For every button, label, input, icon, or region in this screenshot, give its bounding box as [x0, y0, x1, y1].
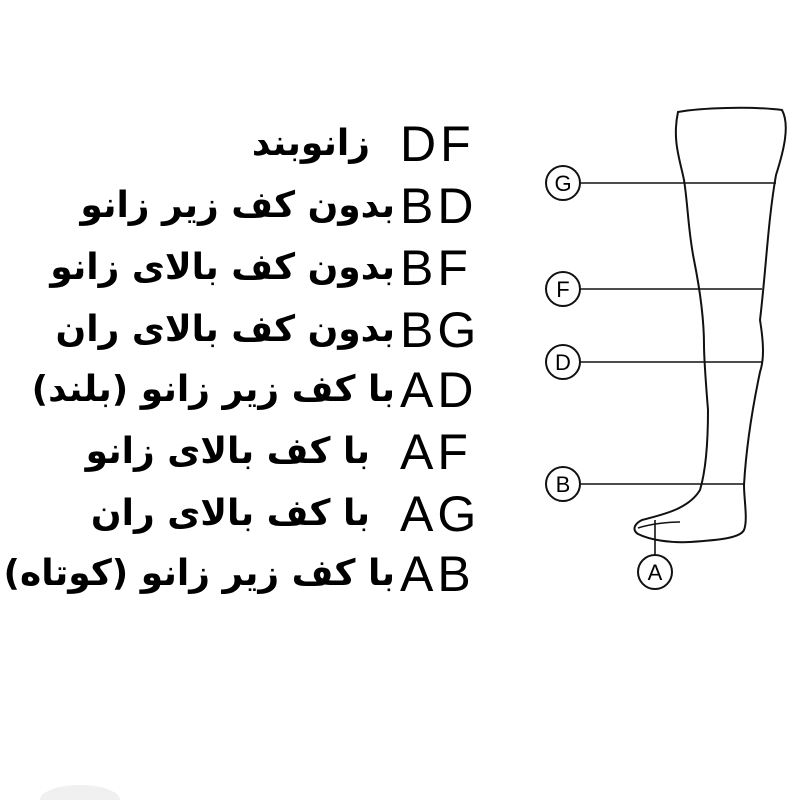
legend-row-df — [240, 112, 485, 176]
legend-row-ag — [90, 482, 485, 546]
legend-description: زانوبند — [251, 123, 370, 164]
legend-row-ab — [3, 542, 485, 606]
legend-description: بدون کف بالای ران — [55, 309, 395, 350]
legend-description: با کف زیر زانو (کوتاه) — [3, 553, 395, 594]
legend-row-bf — [50, 236, 485, 300]
legend-code: DF — [400, 116, 475, 172]
marker-label: F — [556, 277, 570, 302]
legend-description: بدون کف زیر زانو — [80, 185, 395, 226]
legend-row-ad — [31, 358, 485, 422]
legend-description: با کف زیر زانو (بلند) — [31, 369, 395, 410]
legend-row-bg — [55, 298, 485, 362]
legend-code: BF — [400, 240, 472, 296]
legend-code: AF — [400, 424, 472, 480]
marker-label: B — [555, 472, 571, 497]
legend-description: بدون کف بالای زانو — [50, 247, 395, 288]
marker-d — [546, 345, 580, 379]
legend-row-bd — [80, 174, 485, 238]
corner-shadow — [40, 785, 120, 800]
leg-outline — [635, 108, 786, 542]
legend-row-af — [85, 420, 485, 484]
marker-label: G — [554, 171, 572, 196]
marker-label: D — [555, 350, 571, 375]
legend-description: با کف بالای زانو — [85, 431, 370, 472]
marker-a — [638, 555, 672, 589]
foot-detail-line — [638, 522, 680, 528]
legend-description: با کف بالای ران — [90, 493, 370, 534]
legend-code: BD — [400, 178, 478, 234]
marker-g — [546, 166, 580, 200]
marker-label: A — [647, 560, 663, 585]
leg-diagram — [530, 95, 790, 605]
legend-code: AB — [400, 546, 475, 602]
legend-code: AG — [400, 486, 481, 542]
legend-code: AD — [400, 362, 478, 418]
legend-code: BG — [400, 302, 481, 358]
marker-f — [546, 272, 580, 306]
marker-b — [546, 467, 580, 501]
